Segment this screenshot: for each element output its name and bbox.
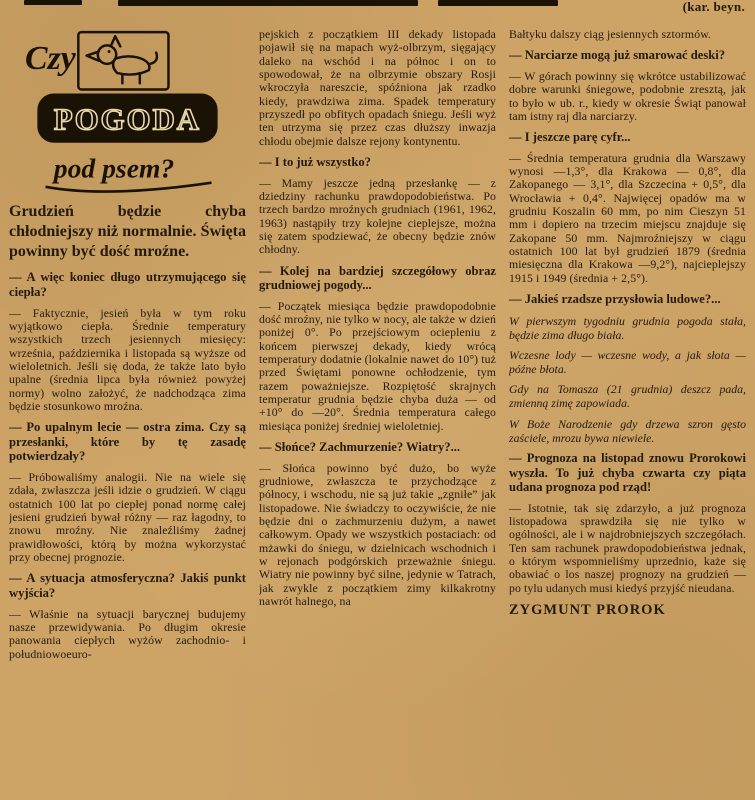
author-signature: ZYGMUNT PROROK bbox=[509, 602, 666, 619]
body-paragraph: pejskich z początkiem III dekady listopada pojawił się na mapach wyż-olbrzym, sięgający daleko na wschód i na północ i on to spowodował, że na olbrzymie obszary Rosji wkroczyła nareszcie, spóźniona jak rzadko kiedy, prawdziwa zima. Spadek temperatury przyszedł po obfitych opadach śniegu. Jeśli wyż ten utrzyma się przez czas dłuższy inwazja chłodu obejmie dalsze rejony kontynentu. bbox=[259, 28, 496, 148]
body-paragraph: — Istotnie, tak się zdarzyło, a już prognoza listopadowa sprawdziła się nie tylko w ogólności, ale i w najdrobniejszych szczegółach. Ten sam rachunek prawdopodobieństwa jednak, o którym wspomnieliśmy uprzednio, każe się obawiać o los naszej prognozy na grudzień — po tylu udanych musi kiedyś przyjść nieudana. bbox=[509, 500, 746, 595]
proverb: W Boże Narodzenie gdy drzewa szron gęsto zaściele, mrozu bywa niewiele. bbox=[509, 416, 746, 445]
question-heading: — A więc koniec długo utrzymującego się ciepła? bbox=[9, 270, 246, 300]
caricature-credit: (kar. beyn. bbox=[682, 0, 745, 14]
proverb: Wczesne lody — wczesne wody, a jak słota — późne błota. bbox=[509, 348, 746, 377]
article-columns bbox=[0, 24, 755, 800]
body-paragraph: Bałtyku dalszy ciąg jesiennych sztormów. bbox=[509, 28, 712, 41]
question-heading: — Kolej na bardziej szczegółowy obraz grudniowej pogody... bbox=[259, 263, 496, 293]
logo-underline-squiggle bbox=[46, 183, 212, 192]
cropped-top-strip bbox=[0, 0, 755, 24]
question-heading: — I to już wszystko? bbox=[259, 154, 371, 169]
question-heading: — A sytuacja atmosferyczna? Jakiś punkt wyjścia? bbox=[9, 571, 246, 600]
logo-pogoda-text: POGODA bbox=[53, 102, 202, 137]
body-paragraph: — Początek miesiąca będzie prawdopodobnie dość mroźny, nie tylko w nocy, ale także w dzień poniżej 0°. Po przejściowym ociepleniu z końcem pierwszej dekady, kiedy wrócą temperatury dodatnie (lokalnie nawet do 10°) tuż przed Świętami ponowne ochłodzenie, tym razem poważniejsze. Rozpiętość skrajnych temperatur grudnia będzie chyba duża — od +10° do —20°. Średnia temperatura całego miesiąca poniżej średniej wieloletniej. bbox=[259, 298, 496, 433]
dog-doodle-icon bbox=[87, 36, 157, 83]
logo-czy-text: Czy bbox=[25, 39, 76, 77]
question-heading: — Jakieś rzadsze przysłowia ludowe?... bbox=[509, 292, 721, 307]
body-paragraph: — Słońca powinno być dużo, bo wyże grudniowe, zwłaszcza te przychodzące z północy, i wschodu, nie są już takie „zgniłe” jak listopadowe. Nie świadczy to oczywiście, że nie będzie dni o zachmurzeniu dużym, a nawet całkowym. Opady we wszystkich postaciach: od mżawki do śniegu, w dzielnicach wschodnich i w rejonach podgórskich przeważnie śniegu. Wiatry nie powinny być silne, jedynie w Tatrach, jak zwykle z początkiem zimy kilkakrotny nawrót halnego, na bbox=[259, 460, 496, 608]
column-middle bbox=[259, 28, 496, 800]
pogoda-logo bbox=[9, 28, 246, 196]
cropped-headline-bar bbox=[438, 0, 558, 6]
cropped-headline-bar bbox=[24, 0, 82, 5]
column-left bbox=[9, 28, 246, 800]
proverb: W pierwszym tygodniu grudnia pogoda stała, będzie zima długo biała. bbox=[509, 313, 746, 342]
cropped-headline-bar bbox=[118, 0, 418, 6]
proverb: Gdy na Tomasza (21 grudnia) deszcz pada, zmienną zimę zapowiada. bbox=[509, 382, 746, 411]
logo-pod-psem-text: pod psem? bbox=[53, 152, 175, 184]
body-paragraph: — Faktycznie, jesień była w tym roku wyjątkowo ciepła. Średnie temperatury wszystkich trzech jesiennych miesięcy: września, października i listopada są wyższe od wieloletnich. Jeśli się doda, że także lato było upalne (średnia lipca była również powyżej normy) wolno założyć, że nadchodząca zima będzie stosunkowo mroźna. bbox=[9, 305, 246, 413]
body-paragraph: — Średnia temperatura grudnia dla Warszawy wynosi —1,3°, dla Krakowa — 0,8°, dla Zakopanego — 3,1°, dla Szczecina + 0,5°, dla Wrocławia + 0,4°. Najwięcej opadów ma w grudniu Koszalin 60 mm, po nim Cieszyn 51 mm i dopiero na trzecim miejscu znajduje się Zakopane 50 mm. Najmroźniejszy w ciągu ostatnich 100 lat był grudzień 1879 (średnia miesięczna dla Krakowa —9,2°), najcieplejszy 1915 i 1949 (średnia + 2,5°). bbox=[509, 150, 746, 285]
body-paragraph: — Mamy jeszcze jedną przesłankę — z dziedziny rachunku prawdopodobieństwa. Po trzech bardzo mroźnych grudniach (1961, 1962, 1963) nastąpiły trzy kolejne cieplejsze, można się zatem spodziewać, że obecny będzie znów chłodny. bbox=[259, 175, 496, 257]
question-heading: — Narciarze mogą już smarować deski? bbox=[509, 48, 726, 63]
question-heading: — Słońce? Zachmurzenie? Wiatry?... bbox=[259, 439, 461, 454]
body-paragraph: — W górach powinny się wkrótce ustabilizować dobre warunki śniegowe, podobnie zresztą, jak to było w ub. r., kiedy w okresie Świąt panował tam istny raj dla narciarzy. bbox=[509, 68, 746, 123]
question-heading: — Po upalnym lecie — ostra zima. Czy są przesłanki, które by tę zasadę potwierdzały? bbox=[9, 420, 246, 464]
lead-headline: Grudzień będzie chyba chłodniejszy niż normalnie. Święta powinny być dość mroźne. bbox=[9, 203, 246, 260]
question-heading: — I jeszcze parę cyfr... bbox=[509, 130, 631, 145]
body-paragraph: — Próbowaliśmy analogii. Nie na wiele się zdała, zwłaszcza jeśli idzie o grudzień. W ciągu ostatnich 100 lat po ciepłej ponad normę całej jesieni grudzień bywał różny — raz łagodny, to znowu mroźny. Nie znaleźliśmy żadnej prawidłowości, którą by można wykorzystać przy obecnej prognozie. bbox=[9, 470, 246, 565]
body-paragraph: — Właśnie na sytuacji barycznej budujemy nasze przewidywania. Po długim okresie panowania ciepłych wyżów zachodnio- i południowoeuro- bbox=[9, 606, 246, 661]
column-right bbox=[509, 28, 746, 800]
pogoda-logo-art bbox=[9, 28, 246, 196]
question-heading: — Prognoza na listopad znowu Prorokowi wyszła. To już chyba czwarta czy piąta udana prognoza pod rząd! bbox=[509, 450, 746, 495]
